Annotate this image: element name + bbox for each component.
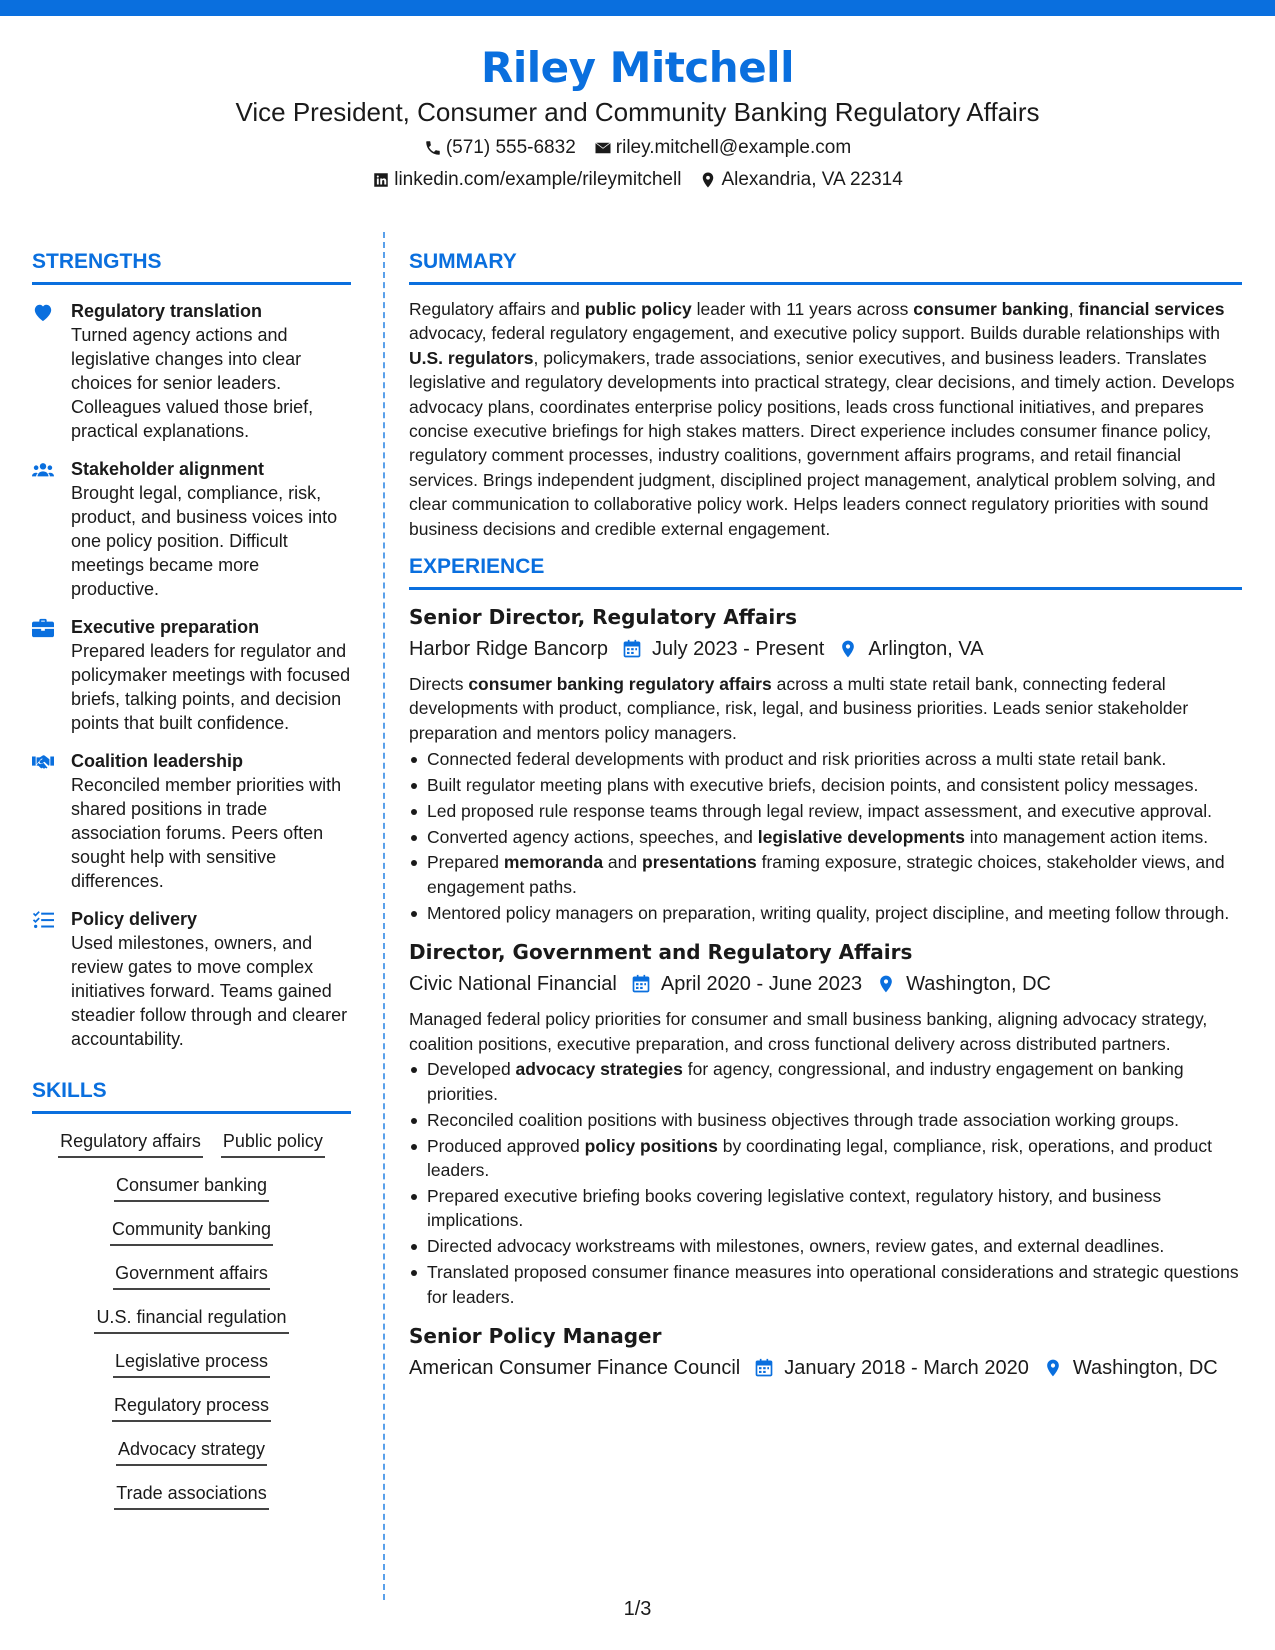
skills-heading: SKILLS [32, 1077, 351, 1114]
job-title: Senior Policy Manager [409, 1324, 662, 1348]
summary-text: Regulatory affairs and public policy leader with 11 years across consumer banking, financial services advocacy, federal regulatory engagement, and executive policy support. Builds durable relationships with U.S. regulators, policymakers, trade associations, senior executives, and business leaders. Translates legislative and regulatory developments into practical strategy, clear decisions, and timely action. Develops advocacy plans, coordinates enterprise policy positions, leads cross functional initiatives, and prepares concise executive briefings for high stakes matters. Direct experience includes consumer finance policy, regulatory comment processes, industry coalitions, government affairs programs, and retail financial services. Brings independent judgment, disciplined project management, analytical problem solving, and clear communication to collaborative policy work. Helps leaders connect regulatory priorities with sound business decisions and credible external engagement. [409, 299, 1235, 539]
skills-section [32, 1077, 351, 1510]
handshake-icon [32, 752, 54, 772]
linkedin-icon [372, 171, 390, 189]
company-name: American Consumer Finance Council [409, 1357, 741, 1379]
right-column [409, 248, 1242, 1383]
experience-heading: EXPERIENCE [409, 553, 1242, 590]
skill-tag: Advocacy strategy [116, 1436, 267, 1466]
job-title: Senior Director, Regulatory Affairs [409, 605, 797, 630]
candidate-title: Vice President, Consumer and Community Banking Regulatory Affairs [235, 97, 1040, 127]
skill-tag: Trade associations [114, 1480, 268, 1510]
job-meta [409, 634, 1242, 664]
email-text[interactable]: riley.mitchell@example.com [615, 137, 852, 158]
map-pin-icon [876, 974, 896, 994]
job-dates: April 2020 - June 2023 [660, 973, 863, 996]
strength-desc: Prepared leaders for regulator and policymaker meetings with focused briefs, talking points, and decision points that built confidence. [71, 641, 351, 733]
calendar-icon [631, 974, 651, 994]
strength-item [32, 457, 351, 601]
strength-desc: Turned agency actions and legislative changes into clear choices for senior leaders. Colleagues valued those brief, practical explanations. [71, 325, 314, 441]
list-item: Built regulator meeting plans with executive briefs, decision points, and consistent policy messages. [427, 773, 1242, 797]
strengths-heading: STRENGTHS [32, 248, 351, 285]
company-name: Harbor Ridge Bancorp [409, 638, 608, 661]
job-description: Managed federal policy priorities for consumer and small business banking, aligning advocacy strategy, coalition positions, executive preparation, and cross functional delivery across distributed partners. [409, 1009, 1208, 1054]
job-dates: July 2023 - Present [652, 638, 825, 661]
phone-contact [424, 134, 576, 162]
list-item: Produced approved policy positions by coordinating legal, compliance, risk, operations, and product leaders. [427, 1134, 1242, 1183]
strength-item [32, 749, 351, 893]
list-item: Developed advocacy strategies for agency, congressional, and industry engagement on banking priorities. [427, 1057, 1242, 1106]
list-item: Translated proposed consumer finance measures into operational considerations and strategic questions for leaders. [427, 1260, 1242, 1309]
list-item: Connected federal developments with product and risk priorities across a multi state retail bank. [427, 747, 1242, 771]
strength-title: Executive preparation [71, 617, 260, 637]
job-entry [409, 602, 1242, 925]
job-meta [409, 1353, 1242, 1383]
contact-row-2 [0, 166, 1275, 194]
job-bullets [409, 1057, 1242, 1309]
skill-tag: Community banking [110, 1216, 273, 1246]
left-column [32, 248, 351, 1510]
strength-title: Stakeholder alignment [71, 459, 265, 479]
company-name: Civic National Financial [409, 973, 617, 996]
job-description: Directs consumer banking regulatory affairs across a multi state retail bank, connecting federal developments with product, compliance, risk, legal, and business priorities. Leads senior stakeholder preparation and mentors policy managers. [409, 674, 1189, 743]
skill-tag: Public policy [221, 1128, 325, 1158]
job-dates: January 2018 - March 2020 [784, 1357, 1029, 1379]
location-text: Alexandria, VA 22314 [721, 169, 903, 190]
list-item: Mentored policy managers on preparation, writing quality, project discipline, and meeting follow through. [427, 901, 1242, 925]
summary-heading: SUMMARY [409, 248, 1242, 285]
strength-desc: Reconciled member priorities with shared positions in trade association forums. Peers often sought help with sensitive differences. [71, 775, 342, 891]
briefcase-icon [32, 618, 54, 638]
skill-tag: Government affairs [113, 1260, 270, 1290]
contact-row-1 [0, 134, 1275, 162]
envelope-icon [594, 139, 612, 157]
heart-icon [32, 302, 54, 322]
strength-item [32, 907, 351, 1051]
strength-item [32, 615, 351, 735]
phone-text: (571) 555-6832 [445, 137, 576, 158]
calendar-icon [622, 639, 642, 659]
list-check-icon [32, 910, 54, 930]
strength-title: Policy delivery [71, 909, 198, 929]
skill-tag: Regulatory affairs [58, 1128, 203, 1158]
map-pin-icon [699, 171, 717, 189]
skill-tag: Legislative process [113, 1348, 270, 1378]
skills-list [32, 1128, 351, 1510]
list-item: Reconciled coalition positions with business objectives through trade association working groups. [427, 1108, 1242, 1132]
map-pin-icon [838, 639, 858, 659]
job-meta [409, 969, 1242, 999]
job-entry [409, 1321, 1242, 1383]
linkedin-contact[interactable] [372, 166, 681, 194]
users-icon [32, 460, 54, 480]
job-location: Arlington, VA [868, 638, 984, 661]
strength-desc: Brought legal, compliance, risk, product, and business voices into one policy position. Difficult meetings became more productive. [71, 483, 338, 599]
list-item: Led proposed rule response teams through legal review, impact assessment, and executive approval. [427, 799, 1242, 823]
linkedin-text[interactable]: linkedin.com/example/rileymitchell [394, 169, 682, 190]
map-pin-icon [1043, 1358, 1063, 1378]
column-divider [383, 232, 385, 1600]
strength-item [32, 299, 351, 443]
strength-title: Regulatory translation [71, 301, 263, 321]
location-contact [699, 166, 902, 194]
strength-title: Coalition leadership [71, 751, 244, 771]
job-bullets [409, 747, 1242, 925]
calendar-icon [754, 1358, 774, 1378]
email-contact[interactable] [594, 134, 851, 162]
job-location: Washington, DC [906, 973, 1051, 996]
job-entry [409, 937, 1242, 1309]
page-number: 1/3 [623, 1598, 652, 1620]
skill-tag: Regulatory process [112, 1392, 271, 1422]
skill-tag: U.S. financial regulation [94, 1304, 288, 1334]
list-item: Directed advocacy workstreams with milestones, owners, review gates, and external deadlines. [427, 1234, 1242, 1258]
list-item: Prepared executive briefing books covering legislative context, regulatory history, and business implications. [427, 1184, 1242, 1233]
list-item: Prepared memoranda and presentations framing exposure, strategic choices, stakeholder views, and engagement paths. [427, 850, 1242, 899]
strength-desc: Used milestones, owners, and review gates to move complex initiatives forward. Teams gained steadier follow through and clearer accountability. [71, 933, 348, 1049]
job-title: Director, Government and Regulatory Affairs [409, 940, 913, 965]
phone-icon [424, 139, 442, 157]
job-location: Washington, DC [1072, 1357, 1218, 1379]
skill-tag: Consumer banking [114, 1172, 269, 1202]
candidate-name: Riley Mitchell [481, 43, 794, 92]
list-item: Converted agency actions, speeches, and legislative developments into management action items. [427, 825, 1242, 849]
resume-header [0, 40, 1275, 194]
top-accent-bar [0, 0, 1275, 16]
